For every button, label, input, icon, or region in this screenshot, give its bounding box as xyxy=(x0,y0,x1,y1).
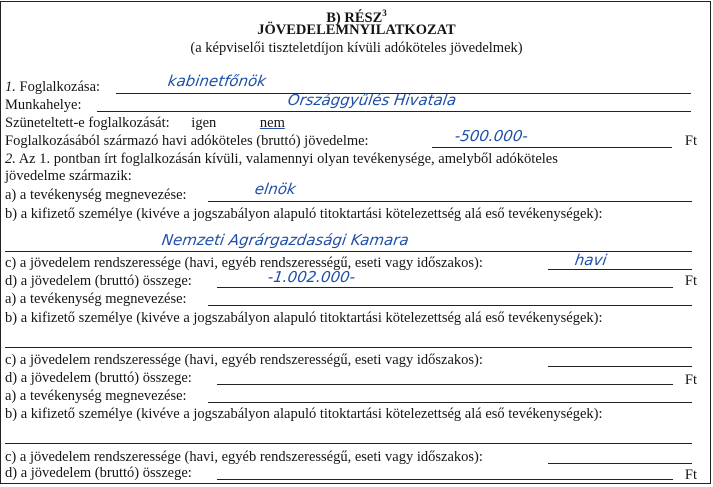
form-title: JÖVEDELEMNYILATKOZAT xyxy=(257,22,456,38)
section2-number: 2. xyxy=(5,151,16,167)
entry3-amount-line xyxy=(217,479,673,480)
entry2-activity-line xyxy=(208,305,692,306)
occupation-value[interactable]: kabinetfőnök xyxy=(166,72,268,90)
entry1-regularity-value[interactable]: havi xyxy=(573,251,609,269)
entry2-regularity-label: c) a jövedelem rendszeressége (havi, egyéb rendszerességű, eseti vagy időszakos): xyxy=(5,352,483,368)
income-label: Foglalkozásából származó havi adóköteles (bruttó) jövedelme: xyxy=(5,133,369,149)
entry1-payer-value[interactable]: Nemzeti Agrárgazdasági Kamara xyxy=(160,231,410,249)
section2-intro-line1 xyxy=(5,151,558,167)
option-no[interactable]: nem xyxy=(259,115,285,131)
entry1-payer-label: b) a kifizető személye (kivéve a jogszabályon alapuló titoktartási kötelezettség alá eső tevékenységek): xyxy=(5,206,603,222)
entry2-amount-line xyxy=(217,384,673,385)
entry2-amount-currency: Ft xyxy=(684,372,697,388)
entry2-payer-label: b) a kifizető személye (kivéve a jogszabályon alapuló titoktartási kötelezettség alá eső tevékenységek): xyxy=(5,310,603,326)
income-value[interactable]: -500.000- xyxy=(453,127,530,145)
entry2-amount-label: d) a jövedelem (bruttó) összege: xyxy=(5,370,192,386)
entry3-payer-label: b) a kifizető személye (kivéve a jogszabályon alapuló titoktartási kötelezettség alá eső tevékenységek): xyxy=(5,406,603,422)
section2-intro-line2: jövedelme származik: xyxy=(5,168,132,184)
entry1-amount-currency: Ft xyxy=(684,273,697,289)
occupation-number: 1. xyxy=(5,79,16,95)
workplace-line xyxy=(97,111,691,112)
income-line xyxy=(432,147,672,148)
entry3-amount-label: d) a jövedelem (bruttó) összege: xyxy=(5,465,192,481)
occupation-label: Foglalkozása: xyxy=(19,79,101,95)
part-footnote: 3 xyxy=(382,8,387,18)
workplace-value[interactable]: Országgyűlés Hivatala xyxy=(286,91,458,109)
suspended-row xyxy=(5,115,285,131)
workplace-label: Munkahelye: xyxy=(5,97,82,113)
entry2-activity-label: a) a tevékenység megnevezése: xyxy=(5,291,187,307)
occupation-row xyxy=(5,79,100,95)
entry1-activity-label: a) a tevékenység megnevezése: xyxy=(5,187,187,203)
entry1-regularity-label: c) a jövedelem rendszeressége (havi, egyéb rendszerességű, eseti vagy időszakos): xyxy=(5,255,483,271)
entry3-activity-label: a) a tevékenység megnevezése: xyxy=(5,388,187,404)
entry1-amount-line xyxy=(217,287,673,288)
entry1-amount-label: d) a jövedelem (bruttó) összege: xyxy=(5,273,192,289)
entry2-regularity-line xyxy=(548,366,692,367)
entry2-payer-line xyxy=(5,347,692,348)
entry1-activity-value[interactable]: elnök xyxy=(253,180,298,198)
entry3-payer-line xyxy=(5,443,692,444)
part-label: B) RÉSZ xyxy=(326,9,383,26)
form-subtitle: (a képviselői tiszteletdíjon kívüli adóköteles jövedelmek) xyxy=(190,40,523,56)
entry3-regularity-label: c) a jövedelem rendszeressége (havi, egyéb rendszerességű, eseti vagy időszakos): xyxy=(5,449,483,465)
entry3-activity-line xyxy=(208,402,692,403)
suspended-label: Szüneteltett-e foglalkozását: xyxy=(5,115,170,131)
option-yes[interactable]: igen xyxy=(191,115,217,131)
section2-intro-text: Az 1. pontban írt foglalkozásán kívüli, valamennyi olyan tevékenysége, amelyből adóköteles xyxy=(18,151,558,167)
entry1-regularity-line xyxy=(548,269,692,270)
entry3-amount-currency: Ft xyxy=(684,467,697,483)
income-currency: Ft xyxy=(684,133,697,149)
entry3-regularity-line xyxy=(548,463,692,464)
entry1-activity-line xyxy=(208,201,692,202)
entry1-amount-value[interactable]: -1.002.000- xyxy=(266,268,357,286)
